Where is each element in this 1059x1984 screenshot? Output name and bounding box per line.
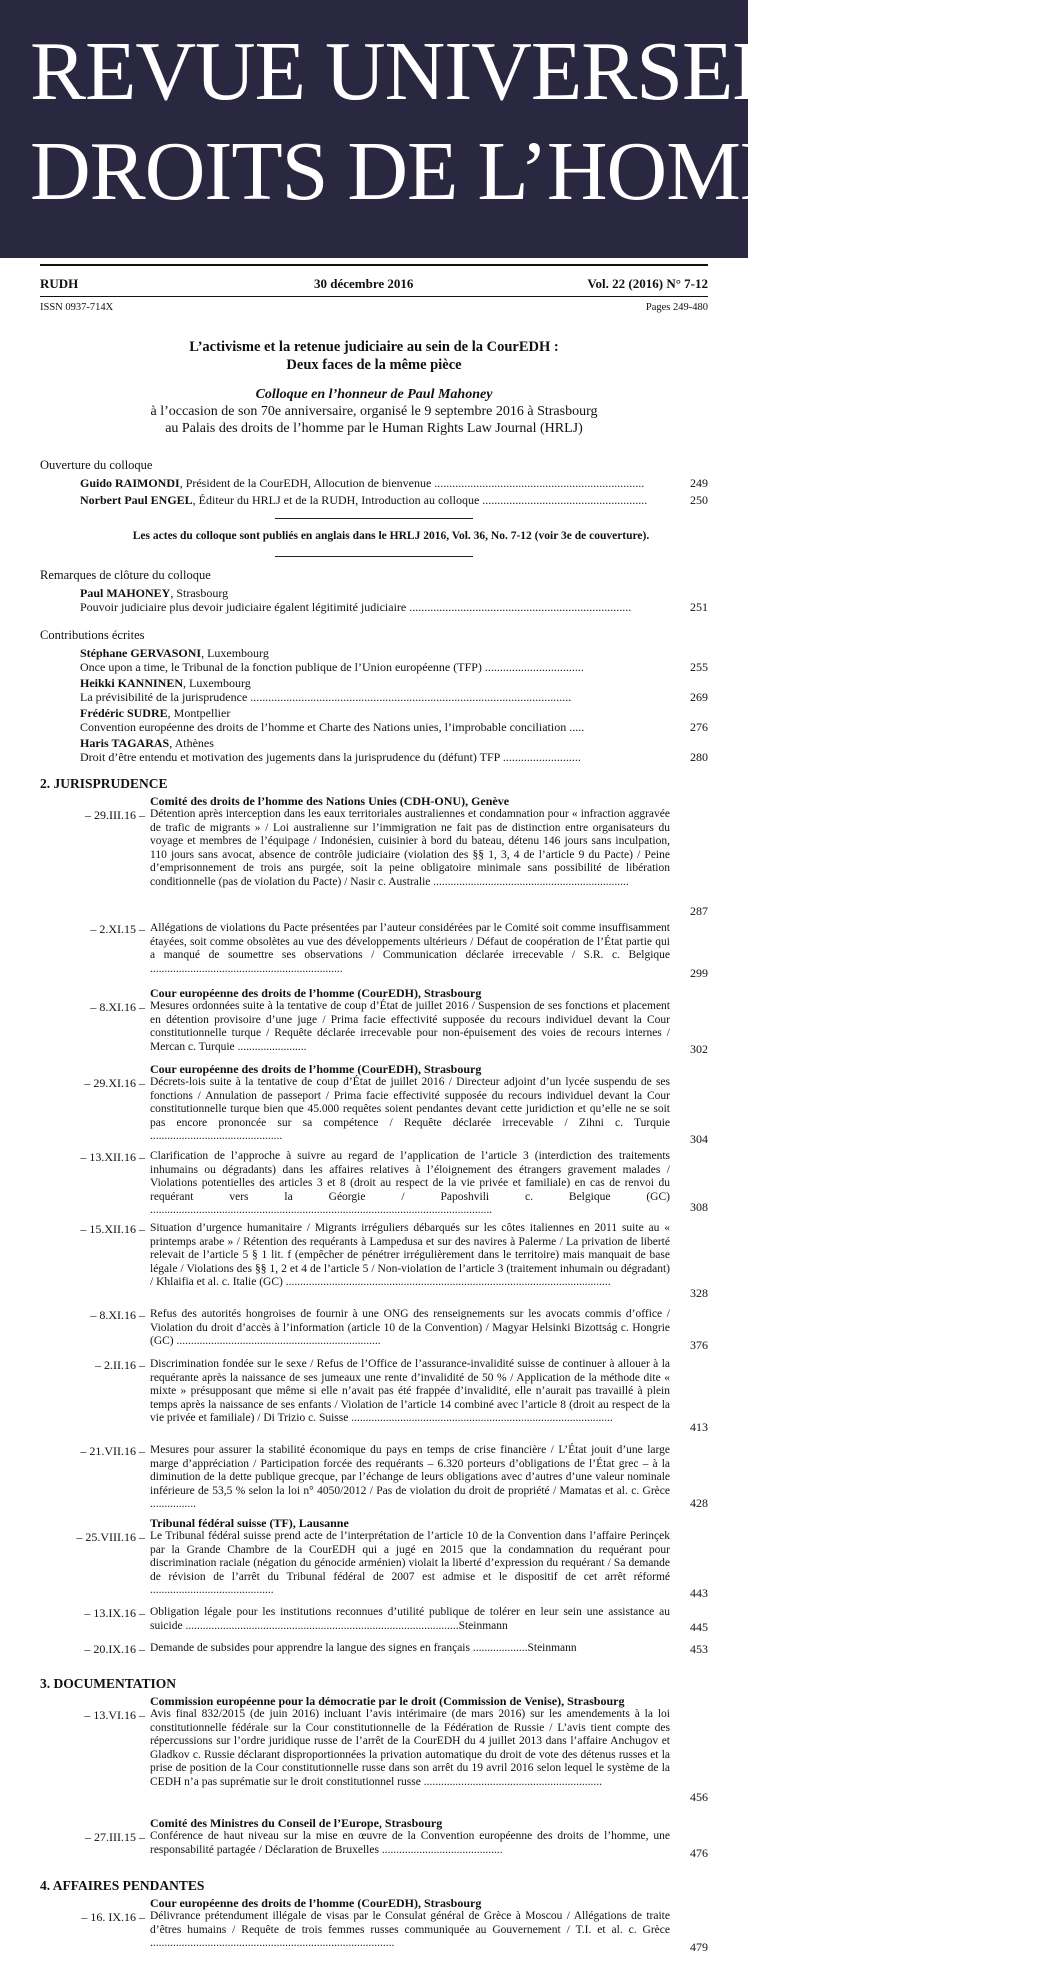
issue-volume: Vol. 22 (2016) N° 7-12 (587, 276, 708, 291)
court-heading: Cour européenne des droits de l’homme (CourEDH), Strasbourg (150, 1062, 482, 1076)
decision-date: – 21.VII.16 – (80, 1444, 145, 1458)
decision-date: – 15.XII.16 – (80, 1222, 145, 1236)
court-heading: Cour européenne des droits de l’homme (CourEDH), Strasbourg (150, 986, 482, 1000)
author: Norbert Paul ENGEL (80, 493, 193, 507)
section-documentation: 3. DOCUMENTATION (40, 1676, 177, 1691)
page-number: 428 (690, 1496, 708, 1510)
decision-summary: Détention après interception dans les eaux territoriales australiennes et condamnation pour « infraction aggravée de trafic de migrants » / Loi australienne sur l’immigration ne fait pas de distinction entre organisateurs du voyage et membres de l’équipage / Indonésien, cuisinier à bord du bateau, détenu 146 jours sans inculpation, 110 jours sans avocat, absence de contrôle judiciaire (violation des §§ 1, 3, 4 de l’article 9 du Pacte) / Peine d’emprisonnement de trois ans purgée, soit la peine obligatoire minimale sans possibilité de libération conditionnelle (pas de violation du Pacte) / Nasir c. Australie .................................................................... (150, 808, 670, 888)
page-number: 251 (690, 600, 708, 614)
decision-date: – 29.III.16 – (85, 808, 145, 822)
toc-entry: Paul MAHONEY, Strasbourg Pouvoir judiciaire plus devoir judiciaire égalent légitimité judiciaire .......................................................................... (80, 586, 632, 614)
page-number: 456 (690, 1790, 708, 1804)
actes-note: Les actes du colloque sont publiés en anglais dans le HRLJ 2016, Vol. 36, No. 7-12 (voir 3e de couverture). (132, 530, 650, 542)
section-affaires-pendantes: 4. AFFAIRES PENDANTES (40, 1878, 205, 1893)
decision-date: – 20.IX.16 – (84, 1642, 145, 1656)
author: Heikki KANNINEN (80, 676, 184, 690)
top-rule (40, 264, 708, 266)
issn: ISSN 0937-714X (40, 302, 114, 313)
court-heading: Cour européenne des droits de l’homme (CourEDH), Strasbourg (150, 1896, 482, 1910)
section-contributions: Contributions écrites (40, 628, 145, 642)
page-number: 250 (690, 493, 708, 507)
decision-date: – 13.IX.16 – (84, 1606, 145, 1620)
decision-summary: Conférence de haut niveau sur la mise en œuvre de la Convention européenne des droits de l’homme, une responsabilité partagée / Déclaration de Bruxelles .......................................... (150, 1830, 670, 1856)
journal-abbrev: RUDH (40, 276, 79, 291)
page-number: 302 (690, 1042, 708, 1056)
page-number: 479 (690, 1940, 708, 1954)
court-heading: Commission européenne pour la démocratie par le droit (Commission de Venise), Strasbourg (150, 1694, 625, 1708)
page-number: 249 (690, 476, 708, 490)
author: Haris TAGARAS (80, 736, 170, 750)
decision-summary: Discrimination fondée sur le sexe / Refus de l’Office de l’assurance-invalidité suisse de continuer à allouer à la requérante après la naissance de ses jumeaux une rente d’invalidité de 50 % / Application de la méthode dite « mixte » présupposant que même si elle n’avait pas été frappée d’invalidité, elle n’aurait pas travaillé à plein temps après la naissance de ses enfants / Violation de l’article 14 combiné avec l’article 8 (droit au respect de la vie privée et familiale) / Di Trizio c. Suisse ........................................................................................... (150, 1358, 670, 1425)
court-heading: Tribunal fédéral suisse (TF), Lausanne (150, 1516, 349, 1530)
court-heading: Comité des droits de l’homme des Nations Unies (CDH-ONU), Genève (150, 794, 510, 808)
journal-title-line2: DROITS DE L’HOMME (30, 125, 864, 218)
toc-entry: Guido RAIMONDI, Président de la CourEDH, Allocution de bienvenue ...................................................................... (80, 476, 645, 490)
page-number: 308 (690, 1200, 708, 1214)
colloque-title: Colloque en l’honneur de Paul Mahoney (255, 387, 493, 402)
page-number: 299 (690, 966, 708, 980)
decision-summary: Situation d’urgence humanitaire / Migrants irréguliers débarqués sur les côtes italiennes en 2011 suite au « printemps arabe » / Rétention des requérants à Lampedusa et sur des navires à Palerme / La privation de liberté relevait de l’article 5 § 1 lit. f (empêcher de pénétrer irrégulièrement dans le territoire) mais manquait de base légale / Violations des §§ 1, 2 et 4 de l’article 5 / Non-violation de l’article 3 (traitement inhumain ou dégradant) / Khlaifia et al. c. Italie (GC) ................................................................................................................. (150, 1222, 670, 1289)
section-ouverture: Ouverture du colloque (40, 458, 153, 472)
page-number: 443 (690, 1586, 708, 1600)
author: Guido RAIMONDI (80, 476, 180, 490)
decision-summary: Le Tribunal fédéral suisse prend acte de l’interprétation de l’article 10 de la Convention dans l’affaire Perinçek par la Grande Chambre de la CourEDH qui a jugé en 2015 que la condamnation du requérant pour discrimination raciale (négation du génocide arménien) violait la liberté d’expression du requérant / Sa demande de révision de l’arrêt du Tribunal fédéral de 2007 est admise et le dispositif de cet arrêt réformé ........................................... (150, 1530, 670, 1597)
venue-line: au Palais des droits de l’homme par le Human Rights Law Journal (HRLJ) (165, 421, 583, 436)
decision-summary: Obligation légale pour les institutions reconnues d’utilité publique de tolérer en leur sein une assistance au suicide ...............................................................................................Steinmann (150, 1606, 670, 1632)
page-number: 287 (690, 904, 708, 918)
decision-summary: Refus des autorités hongroises de fournir à une ONG des renseignements sur les avocats commis d’office / Violation du droit d’accès à l’information (article 10 de la Convention) / Magyar Helsinki Bizottság c. Hongrie (GC) ....................................................................... (150, 1308, 670, 1348)
author: Frédéric SUDRE (80, 706, 168, 720)
page-number: 276 (690, 720, 708, 734)
occasion-line: à l’occasion de son 70e anniversaire, organisé le 9 septembre 2016 à Strasbourg (150, 404, 598, 419)
journal-title-line1: REVUE UNIVERSELLE DES (30, 25, 1059, 118)
page-number: 453 (690, 1642, 708, 1656)
decision-summary: Décrets-lois suite à la tentative de coup d’État de juillet 2016 / Directeur adjoint d’un lycée suspendu de ses fonctions / Annulation de passeport / Prima facie effectivité supposée du recours individuel devant la Cour constitutionnelle turque bien que 45.000 requêtes soient pendantes devant cette juridiction et qu’elle ne se soit pas encore prononcée sur sa compétence / Requête déclarée irrecevable / Zihni c. Turquie .............................................. (150, 1076, 670, 1143)
page-number: 255 (690, 660, 708, 674)
issue-date: 30 décembre 2016 (314, 276, 414, 291)
section-cloture: Remarques de clôture du colloque (40, 568, 211, 582)
page-number: 280 (690, 750, 708, 764)
page-number: 269 (690, 690, 708, 704)
page-number: 376 (690, 1338, 708, 1352)
toc-entry: Heikki KANNINEN, Luxembourg La prévisibilité de la jurisprudence ........................................................................................................... (80, 676, 572, 704)
decision-summary: Allégations de violations du Pacte présentées par l’auteur considérées par le Comité soit comme insuffisamment étayées, soit comme obsolètes au vue des développements ultérieurs / Défaut de coopération de l’État partie qui a manqué de soumettre ses observations / Communication déclarée irrecevable / S.R. c. Belgique ................................................................... (150, 922, 670, 975)
main-title-1: L’activisme et la retenue judiciaire au sein de la CourEDH : (189, 339, 559, 355)
page-number: 445 (690, 1620, 708, 1634)
author: Stéphane GERVASONI (80, 646, 202, 660)
page-range: Pages 249-480 (645, 302, 708, 313)
decision-summary: Mesures ordonnées suite à la tentative de coup d’État de juillet 2016 / Suspension de ses fonctions et placement en détention provisoire d’une juge / Prima facie effectivité supposée du recours individuel devant la Cour constitutionnelle turque / Requête déclarée irrecevable pour non-épuisement des voies de recours internes / Mercan c. Turquie ........................ (150, 1000, 670, 1053)
decision-summary: Clarification de l’approche à suivre au regard de l’application de l’article 3 (interdiction des traitements inhumains ou dégradants) dans les affaires relatives à l’éloignement des étrangers gravement malades / Violations potentielles des articles 3 et 8 (droit au respect de la vie privée et familiale) en cas de renvoi du requérant vers la Géorgie / Paposhvili c. Belgique (GC) ....................................................................................................................... (150, 1150, 670, 1217)
page-number: 304 (690, 1132, 708, 1146)
decision-summary: Avis final 832/2015 (de juin 2016) incluant l’avis intérimaire (de mars 2016) sur les amendements à la loi constitutionnelle fédérale sur la Cour constitutionnelle de la Fédération de Russie / L’avis tient compte des répercussions sur l’ordre juridique russe de l’arrêt de la CourEDH du 4 juillet 2013 dans l’affaire Anchugov et Gladkov c. Russie déclarant disproportionnées la privation automatique du droit de vote des détenus russes et la prise de position de la Cour constitutionnelle russe dans son arrêt du 19 avril 2016 selon lequel le système de la CEDH n’a pas suprématie sur le droit constitutionnel russe .............................................................. (150, 1708, 670, 1788)
page-number: 328 (690, 1286, 708, 1300)
main-title-2: Deux faces de la même pièce (286, 357, 462, 373)
decision-date: – 8.XI.16 – (90, 1000, 145, 1014)
page-number: 476 (690, 1846, 708, 1860)
toc-entry: Frédéric SUDRE, Montpellier Convention européenne des droits de l’homme et Charte des Nations unies, l’improbable conciliation ..... (80, 706, 585, 734)
author: Paul MAHONEY (80, 586, 171, 600)
section-jurisprudence: 2. JURISPRUDENCE (40, 776, 168, 791)
court-heading: Comité des Ministres du Conseil de l’Europe, Strasbourg (150, 1816, 443, 1830)
decision-date: – 2.II.16 – (95, 1358, 145, 1372)
decision-summary: Demande de subsides pour apprendre la langue des signes en français ...................Steinmann (150, 1642, 577, 1654)
page-number: 413 (690, 1420, 708, 1434)
strip-rule (40, 296, 708, 297)
decision-date: – 27.III.15 – (85, 1830, 145, 1844)
toc-entry: Haris TAGARAS, Athènes Droit d’être entendu et motivation des jugements dans la jurisprudence du (défunt) TFP .......................... (80, 736, 581, 764)
decision-summary: Mesures pour assurer la stabilité économique du pays en temps de crise financière / L’État jouit d’une large marge d’appréciation / Participation forcée des requérants – 6.320 porteurs d’obligations de l’État grec – à la diminution de la dette publique grecque, par l’échange de leurs obligations avec d’autres d’une valeur nominale inférieure de 53,5 % selon la loi n° 4050/2012 / Pas de violation du droit de propriété / Mamatas et al. c. Grèce ................ (150, 1444, 670, 1511)
decision-date: – 13.XII.16 – (80, 1150, 145, 1164)
masthead-banner (0, 0, 1059, 258)
decision-summary: Délivrance prétendument illégale de visas par le Consulat général de Grèce à Moscou / Allégations de traite d’êtres humains / Requête de trois femmes russes communiquée au Gouvernement / T.I. et al. c. Grèce ..................................................................................... (150, 1910, 670, 1950)
toc-entry: Norbert Paul ENGEL, Éditeur du HRLJ et de la RUDH, Introduction au colloque ....................................................... (80, 493, 648, 507)
toc-entry: Stéphane GERVASONI, Luxembourg Once upon a time, le Tribunal de la fonction publique de l’Union européenne (TFP) ................................. (80, 646, 584, 674)
decision-date: – 25.VIII.16 – (76, 1530, 145, 1544)
decision-date: – 29.XI.16 – (84, 1076, 145, 1090)
divider (275, 556, 473, 557)
decision-date: – 2.XI.15 – (90, 922, 145, 936)
decision-date: – 8.XI.16 – (90, 1308, 145, 1322)
divider (275, 518, 473, 519)
decision-date: – 13.VI.16 – (84, 1708, 145, 1722)
decision-date: – 16. IX.16 – (81, 1910, 145, 1924)
